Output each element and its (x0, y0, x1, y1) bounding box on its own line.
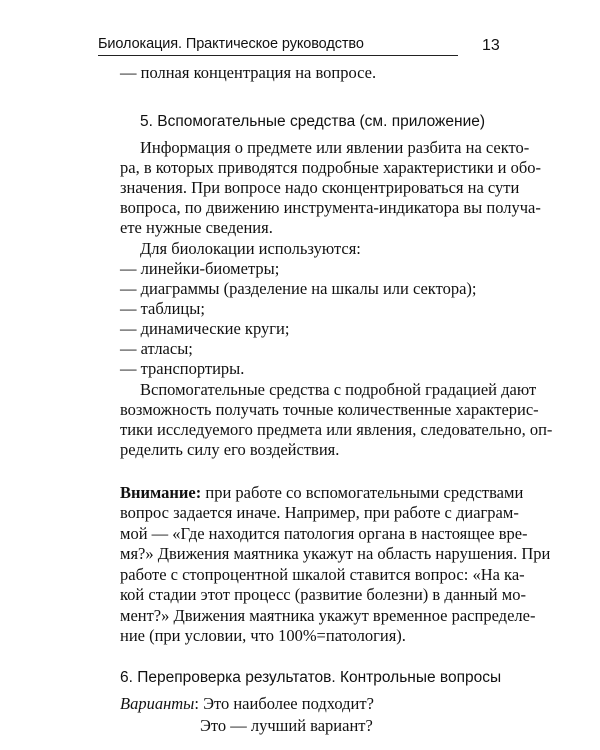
attention-line: ние (при условии, что 100%=патология). (120, 626, 406, 645)
page-number: 13 (482, 37, 500, 54)
list-item: — атласы; (120, 339, 193, 358)
attention-line: работе с стопроцентной шкалой ставится вопрос: «На ка- (120, 565, 525, 584)
attention-line: мя?» Движения маятника укажут на область нарушения. При (120, 544, 551, 563)
header-rule (98, 55, 458, 56)
list-item: — диаграммы (разделение на шкалы или сектора); (120, 279, 477, 298)
continuation-line: — полная концентрация на вопросе. (120, 63, 377, 82)
attention-first-line-text: при работе со вспомогательными средствами (201, 483, 524, 502)
list-item: — динамические круги; (120, 319, 290, 338)
section-5-para2-line: ределить силу его воздействия. (120, 440, 340, 459)
variants-label: Варианты (120, 694, 195, 713)
attention-line: мент?» Движения маятника укажут временное распределе- (120, 606, 536, 625)
variant-1-text: : Это наиболее подходит? (194, 694, 374, 713)
variant-line-2: Это — лучший вариант? (200, 716, 373, 735)
attention-line: мой — «Где находится патология органа в настоящее вре- (120, 524, 528, 543)
attention-first-line (120, 483, 524, 503)
section-6-heading: 6. Перепроверка результатов. Контрольные вопросы (120, 669, 502, 686)
section-5-para1-line: Информация о предмете или явлении разбита на секто- (140, 138, 530, 157)
list-intro: Для биолокации используются: (140, 239, 361, 258)
list-item: — транспортиры. (120, 359, 245, 378)
section-5-para1-line: значения. При вопросе надо сконцентрироваться на сути (120, 178, 520, 197)
running-title: Биолокация. Практическое руководство (98, 36, 364, 52)
section-5-para2-line: Вспомогательные средства с подробной градацией дают (140, 380, 537, 399)
section-5-heading: 5. Вспомогательные средства (см. приложение) (140, 113, 486, 130)
attention-label: Внимание: (120, 483, 202, 502)
section-5-para1-line: вопроса, по движению инструмента-индикатора вы получа- (120, 198, 541, 217)
list-item: — таблицы; (120, 299, 205, 318)
section-5-para1-line: ете нужные сведения. (120, 218, 273, 237)
section-5-para2-line: возможность получать точные количественные характерис- (120, 400, 539, 419)
variant-line-1 (120, 694, 374, 714)
list-item: — линейки-биометры; (120, 259, 280, 278)
attention-line: кой стадии этот процесс (развитие болезни) в данный мо- (120, 585, 526, 604)
section-5-para1-line: ра, в которых приводятся подробные характеристики и обо- (120, 158, 541, 177)
attention-line: вопрос задается иначе. Например, при работе с диаграм- (120, 503, 519, 522)
section-5-para2-line: тики исследуемого предмета или явления, следовательно, оп- (120, 420, 553, 439)
